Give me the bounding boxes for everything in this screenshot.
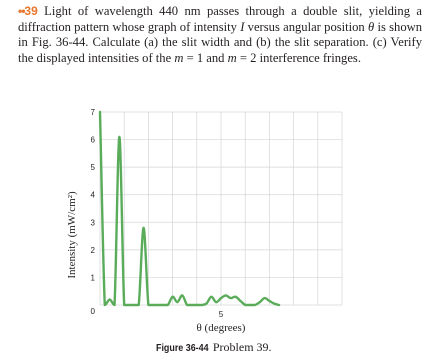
chart-series	[100, 112, 279, 305]
chart-grid	[100, 112, 342, 305]
x-tick-labels	[219, 310, 224, 319]
y-tick-label: 5	[90, 163, 95, 173]
intensity-curve	[100, 112, 279, 305]
y-tick-label: 3	[90, 218, 95, 228]
y-tick-label: 4	[90, 190, 95, 200]
y-axis-label: Intensity (mW/cm²)	[66, 191, 78, 279]
y-tick-label: 6	[90, 135, 95, 145]
problem-text: ••39 Light of wavelength 440 nm passes through a double slit, yielding a diffraction pattern whose graph of intensity I versus angular position θ is shown in Fig. 36-44. Calculate (a) the slit width and (b) the slit separation. (c) Verify the displayed intensities of the m = 1 and m = 2 interference fringes.	[18, 4, 423, 65]
x-axis-label: θ (degrees)	[196, 322, 246, 334]
y-tick-label: 0	[90, 307, 95, 316]
y-tick-label: 7	[90, 108, 95, 117]
y-tick-label: 2	[90, 245, 95, 255]
x-tick-label: 5	[218, 310, 224, 319]
problem-number: ••39	[18, 4, 38, 18]
figure-caption	[156, 340, 272, 355]
y-tick-labels	[91, 108, 96, 316]
figure-label: Figure 36-44	[156, 342, 209, 354]
figure-title: Problem 39.	[212, 340, 272, 354]
y-tick-label: 1	[90, 273, 95, 283]
